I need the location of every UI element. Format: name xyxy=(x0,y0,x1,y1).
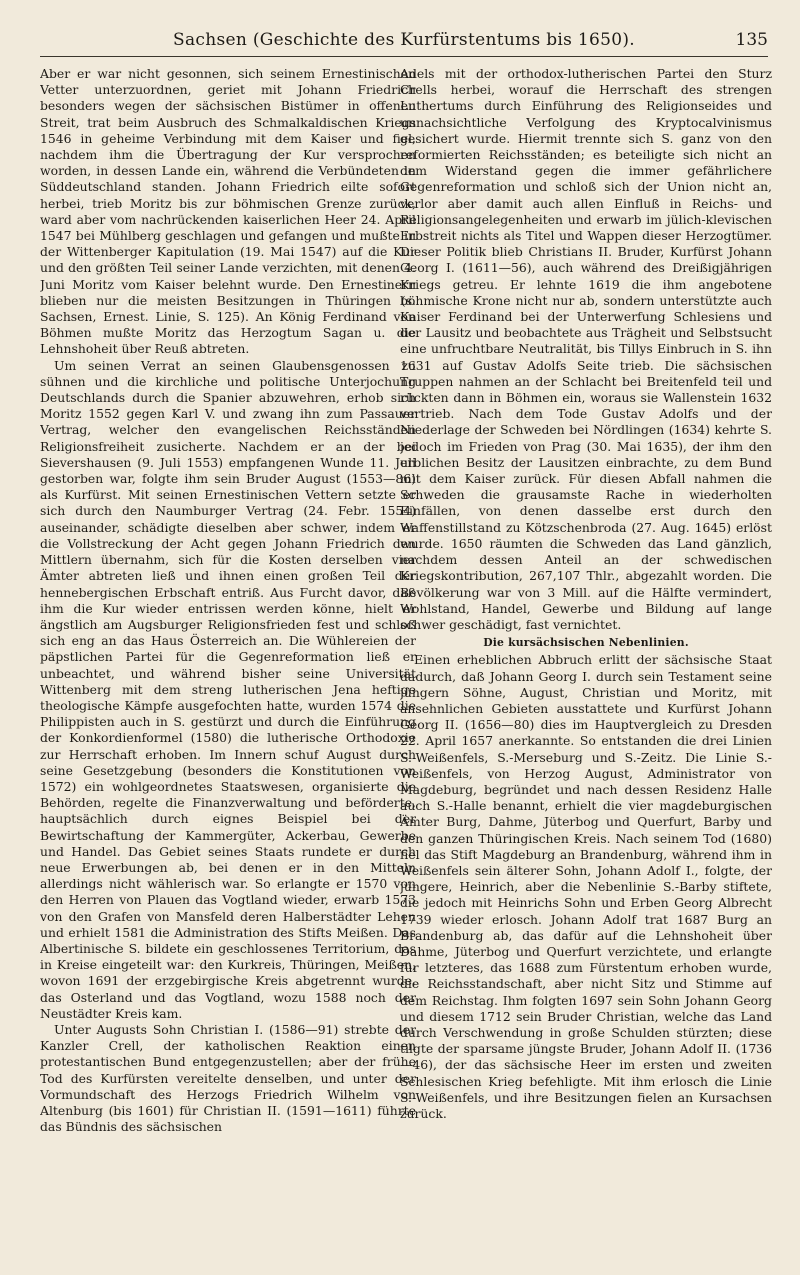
paragraph: Unter Augusts Sohn Christian I. (1586—91) strebte der Kanzler Crell, der katholischen Reaktion einen protestantischen Bund entgegenzustellen; aber der frühe Tod des Kurfürsten vereitelte denselben, und unter der Vormundschaft des Herzogs Friedrich Wilhelm von Altenburg (bis 1601) für Christian II. (1591—1611) führte das Bündnis des sächsischen xyxy=(40,1021,416,1135)
running-header xyxy=(40,30,768,57)
paragraph: Um seinen Verrat an seinen Glaubensgenossen zu sühnen und die kirchliche und politische Unterjochung Deutschlands durch die Spanier abzuwehren, erhob sich Moritz 1552 gegen Karl V. und zwang ihn zum Passauer Vertrag, welcher den evangelischen Reichsständen Religionsfreiheit zusicherte. Nachdem er an der bei Sievershausen (9. Juli 1553) empfangenen Wunde 11. Juli gestorben war, folgte ihm sein Bruder August (1553—86) als Kurfürst. Mit seinen Ernestinischen Vettern setzte er sich durch den Naumburger Vertrag (24. Febr. 1554) auseinander, schädigte dieselben aber schwer, indem er die Vollstreckung der Acht gegen Johann Friedrich den Mittlern übernahm, sich für die Kosten derselben vier Ämter abtreten ließ und ihnen einen großen Teil der hennebergischen Erbschaft entriß. Aus Furcht davor, daß ihm die Kur wieder entrissen werden könne, hielt er ängstlich am Augsburger Religionsfrieden fest und schloß sich eng an das Haus Österreich an. Die Wühlereien der päpstlichen Partei für die Gegenreformation ließ er unbeachtet, und während bisher seine Universität Wittenberg mit dem streng lutherischen Jena heftige theologische Kämpfe ausgefochten hatte, wurden 1574 die Philippisten auch in S. gestürzt und durch die Einführung der Konkordienformel (1580) die lutherische Orthodoxie zur Herrschaft erhoben. Im Innern schuf August durch seine Gesetzgebung (besonders die Konstitutionen von 1572) ein wohlgeordnetes Staatswesen, organisierte die Behörden, regelte die Finanzverwaltung und beförderte, hauptsächlich durch eignes Beispiel bei der Bewirtschaftung der Kammergüter, Ackerbau, Gewerbe und Handel. Das Gebiet seines Staats rundete er durch neue Erwerbungen ab, bei denen er in den Mitteln allerdings nicht wählerisch war. So erlangte er 1570 von den Herren von Plauen das Vogtland wieder, erwarb 1573 von den Grafen von Mansfeld deren Halberstädter Lehen und erhielt 1581 die Administration des Stifts Meißen. Das Albertinische S. bildete ein geschlossenes Territorium, das in Kreise eingeteilt war: den Kurkreis, Thüringen, Meißen, wovon 1691 der erzgebirgische Kreis abgetrennt wurde, das Osterland und das Vogtland, wozu 1588 noch der Neustädter Kreis kam. xyxy=(40,357,416,1021)
paragraph: Einen erheblichen Abbruch erlitt der sächsische Staat dadurch, daß Johann Georg I. durch sein Testament seine jüngern Söhne, August, Christian und Moritz, mit ansehnlichen Gebieten ausstattete und Kurfürst Johann Georg II. (1656—80) dies im Hauptvergleich zu Dresden 22. April 1657 anerkannte. So entstanden die drei Linien S.-Weißenfels, S.-Merseburg und S.-Zeitz. Die Linie S.-Weißenfels, von Herzog August, Administrator von Magdeburg, begründet und nach dessen Residenz Halle auch S.-Halle benannt, erhielt die vier magdeburgischen Ämter Burg, Dahme, Jüterbog und Querfurt, Barby und den ganzen Thüringischen Kreis. Nach seinem Tod (1680) fiel das Stift Magdeburg an Brandenburg, während ihm in Weißenfels sein älterer Sohn, Johann Adolf I., folgte, der jüngere, Heinrich, aber die Nebenlinie S.-Barby stiftete, die jedoch mit Heinrichs Sohn und Erben Georg Albrecht 1739 wieder erlosch. Johann Adolf trat 1687 Burg an Brandenburg ab, das dafür auf die Lehnshoheit über Dahme, Jüterbog und Querfurt verzichtete, und erlangte für letzteres, das 1688 zum Fürstentum erhoben wurde, die Reichsstandschaft, aber nicht Sitz und Stimme auf dem Reichstag. Ihm folgten 1697 sein Sohn Johann Georg und diesem 1712 sein Bruder Christian, welche das Land durch Verschwendung in große Schulden stürzten; diese tilgte der sparsame jüngste Bruder, Johann Adolf II. (1736—46), der das sächsische Heer im ersten und zweiten Schlesischen Krieg befehligte. Mit ihm erlosch die Linie S.-Weißenfels, und ihre Besitzungen fielen an Kursachsen zurück. xyxy=(400,652,772,1121)
right-column xyxy=(400,66,772,1256)
paragraph: Aber er war nicht gesonnen, sich seinem Ernestinischen Vetter unterzuordnen, geriet mit Johann Friedrich besonders wegen der sächsischen Bistümer in offenen Streit, trat beim Ausbruch des Schmalkaldischen Kriegs 1546 in geheime Verbindung mit dem Kaiser und fiel, nachdem ihm die Übertragung der Kur versprochen worden, in dessen Lande ein, während die Verbündeten in Süddeutschland standen. Johann Friedrich eilte sofort herbei, trieb Moritz bis zur böhmischen Grenze zurück, ward aber vom nachrückenden kaiserlichen Heer 24. April 1547 bei Mühlberg geschlagen und gefangen und mußte in der Wittenberger Kapitulation (19. Mai 1547) auf die Kur und den größten Teil seiner Lande verzichten, mit denen 4. Juni Moritz vom Kaiser belehnt wurde. Den Ernestinern blieben nur die meisten Besitzungen in Thüringen (s. Sachsen, Ernest. Linie, S. 125). An König Ferdinand von Böhmen mußte Moritz das Herzogtum Sagan u. die Lehnshoheit über Reuß abtreten. xyxy=(40,66,416,357)
page-number: 135 xyxy=(735,30,768,50)
left-column xyxy=(40,66,416,1256)
section-subheading: Die kursächsischen Nebenlinien. xyxy=(483,636,689,650)
header-title: Sachsen (Geschichte des Kurfürstentums bis 1650). xyxy=(173,30,635,50)
paragraph: Adels mit der orthodox-lutherischen Partei den Sturz Crells herbei, worauf die Herrschaft des strengen Luthertums durch Einführung des Religionseides und unnachsichtliche Verfolgung des Kryptocalvinismus gesichert wurde. Hiermit trennte sich S. ganz von den reformierten Reichsständen; es beteiligte sich nicht an dem Widerstand gegen die immer gefährlichere Gegenreformation und schloß sich der Union nicht an, verlor aber damit auch allen Einfluß in Reichs- und Religionsangelegenheiten und erwarb im jülich-klevischen Erbstreit nichts als Titel und Wappen dieser Herzogtümer. Dieser Politik blieb Christians II. Bruder, Kurfürst Johann Georg I. (1611—56), auch während des Dreißigjährigen Kriegs getreu. Er lehnte 1619 die ihm angebotene böhmische Krone nicht nur ab, sondern unterstützte auch Kaiser Ferdinand bei der Unterwerfung Schlesiens und der Lausitz und beobachtete aus Trägheit und Selbstsucht eine unfruchtbare Neutralität, bis Tillys Einbruch in S. ihn 1631 auf Gustav Adolfs Seite trieb. Die sächsischen Truppen nahmen an der Schlacht bei Breitenfeld teil und rückten dann in Böhmen ein, woraus sie Wallenstein 1632 vertrieb. Nach dem Tode Gustav Adolfs und der Niederlage der Schweden bei Nördlingen (1634) kehrte S. jedoch im Frieden von Prag (30. Mai 1635), der ihm den erblichen Besitz der Lausitzen einbrachte, zu dem Bund mit dem Kaiser zurück. Für diesen Abfall nahmen die Schweden die grausamste Rache in wiederholten Einfällen, von denen dasselbe erst durch den Waffenstillstand zu Kötzschenbroda (27. Aug. 1645) erlöst wurde. 1650 räumten die Schweden das Land gänzlich, nachdem dessen Anteil an der schwedischen Kriegskontribution, 267,107 Thlr., abgezahlt worden. Die Bevölkerung war von 3 Mill. auf die Hälfte vermindert, Wohlstand, Handel, Gewerbe und Bildung auf lange schwer geschädigt, fast vernichtet. xyxy=(400,66,772,632)
